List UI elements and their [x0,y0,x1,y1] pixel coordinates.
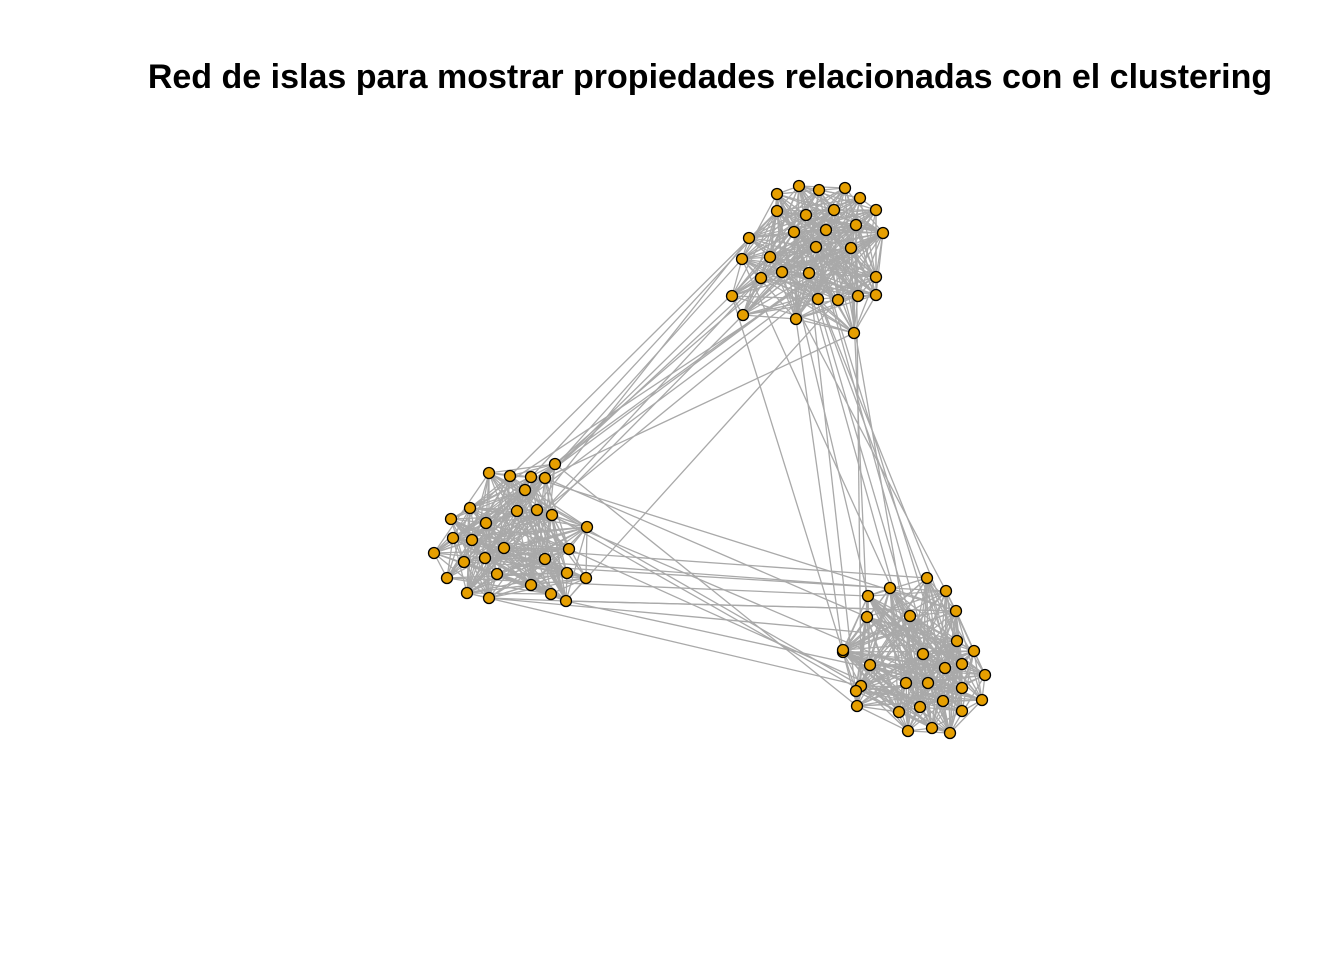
node-island-left [480,553,491,564]
node-island-top [871,272,882,283]
node-island-bottom-right [977,695,988,706]
node-island-left [581,573,592,584]
node-island-bottom-right [957,683,968,694]
node-island-top [737,254,748,265]
node-island-left [459,557,470,568]
node-island-top [871,290,882,301]
edge [510,211,777,476]
node-island-top [853,291,864,302]
node-island-bottom-right [885,583,896,594]
node-island-top [794,181,805,192]
node-island-top [756,273,767,284]
node-island-top [814,185,825,196]
node-island-top [851,220,862,231]
node-island-left [582,522,593,533]
edge [545,478,867,617]
node-island-top [840,183,851,194]
node-island-left [505,471,516,482]
node-island-left [499,543,510,554]
node-island-bottom-right [927,723,938,734]
node-island-left [562,568,573,579]
node-island-bottom-right [851,686,862,697]
node-island-bottom-right [865,660,876,671]
node-island-top [829,205,840,216]
node-island-bottom-right [951,606,962,617]
node-island-top [813,294,824,305]
edge [545,259,742,478]
node-island-bottom-right [969,646,980,657]
node-island-left [540,554,551,565]
node-island-bottom-right [905,611,916,622]
node-island-left [484,593,495,604]
node-island-top [878,228,889,239]
node-island-left [484,468,495,479]
node-island-top [833,295,844,306]
node-island-left [467,535,478,546]
edge [467,593,551,594]
node-island-top [871,205,882,216]
node-island-top [804,268,815,279]
node-island-left [442,573,453,584]
node-island-top [849,328,860,339]
node-island-bottom-right [915,702,926,713]
node-island-left [561,596,572,607]
node-island-top [855,193,866,204]
node-island-bottom-right [923,678,934,689]
node-island-left [429,548,440,559]
node-island-bottom-right [852,701,863,712]
node-island-left [520,485,531,496]
node-island-left [492,569,503,580]
node-island-left [462,588,473,599]
node-island-top [777,267,788,278]
node-island-left [540,473,551,484]
node-island-left [550,459,561,470]
node-island-bottom-right [863,591,874,602]
node-island-left [465,503,476,514]
node-island-top [846,243,857,254]
node-island-bottom-right [838,645,849,656]
node-island-left [547,510,558,521]
node-island-bottom-right [938,696,949,707]
node-island-top [801,210,812,221]
edge [851,248,867,617]
node-island-left [532,505,543,516]
node-island-left [446,514,457,525]
node-island-top [772,206,783,217]
node-island-left [546,589,557,600]
node-island-left [526,472,537,483]
node-island-left [564,544,575,555]
node-island-top [738,310,749,321]
edge [470,233,883,508]
node-island-bottom-right [980,670,991,681]
node-island-top [744,233,755,244]
edge [545,257,770,478]
node-island-top [727,291,738,302]
node-island-bottom-right [903,726,914,737]
node-island-bottom-right [894,707,905,718]
node-island-top [772,189,783,200]
node-island-bottom-right [952,636,963,647]
node-island-bottom-right [901,678,912,689]
node-island-bottom-right [940,663,951,674]
node-island-bottom-right [945,728,956,739]
node-island-bottom-right [922,573,933,584]
edge [531,211,777,477]
node-island-top [791,314,802,325]
plot-title: Red de islas para mostrar propiedades relacionadas con el clustering [147,58,1273,96]
edge [545,210,834,478]
edge [555,248,851,464]
node-island-left [512,506,523,517]
node-island-bottom-right [862,612,873,623]
edge-layer [434,186,985,733]
node-island-top [811,242,822,253]
edge [770,257,946,591]
node-island-left [481,518,492,529]
node-island-bottom-right [941,586,952,597]
node-island-top [821,225,832,236]
node-island-top [765,252,776,263]
node-island-bottom-right [957,706,968,717]
node-island-top [789,227,800,238]
node-island-left [448,533,459,544]
node-island-left [526,580,537,591]
node-island-bottom-right [957,659,968,670]
node-island-bottom-right [918,649,929,660]
